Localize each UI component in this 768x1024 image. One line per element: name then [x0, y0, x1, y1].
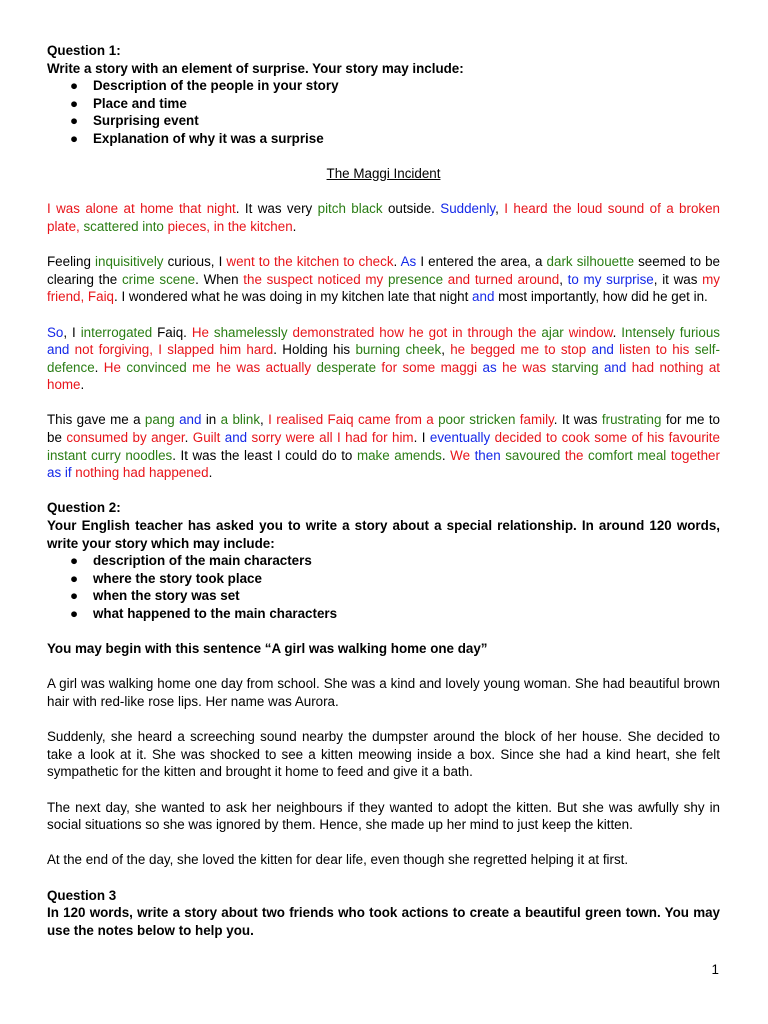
text-span: he begged me to stop: [450, 342, 587, 358]
list-item: ● Surprising event: [70, 113, 199, 129]
list-item: ● Place and time: [70, 95, 187, 111]
text-span: shamelessly: [213, 324, 288, 340]
list-item: ● Description of the people in your story: [70, 78, 339, 94]
text-span: burning cheek: [355, 342, 442, 358]
text-span: .: [441, 447, 451, 463]
text-span: ,: [495, 201, 505, 217]
text-span: pang: [144, 412, 175, 428]
text-span: We: [450, 447, 475, 463]
page-number: 1: [711, 962, 719, 977]
text-span: comfort meal: [588, 447, 667, 463]
text-span: listen to his: [619, 342, 695, 358]
text-span: He: [191, 324, 214, 340]
q2-bullet-list: [47, 552, 720, 622]
text-span: dark silhouette: [546, 254, 635, 270]
q1-prompt: Write a story with an element of surprise. Your story may include:: [47, 60, 464, 76]
text-span: , I: [63, 324, 81, 340]
q1-paragraph: [47, 411, 720, 481]
bullet-icon: ●: [70, 588, 79, 604]
text-span: pitch black: [317, 201, 383, 217]
text-span: . When: [195, 271, 244, 287]
text-span: curious, I: [163, 254, 227, 270]
text-span: decided to cook some of his favourite: [494, 430, 720, 446]
text-span: together: [666, 447, 720, 463]
bullet-icon: ●: [70, 113, 79, 129]
text-span: to my surprise: [567, 271, 654, 287]
text-span: eventually: [429, 430, 491, 446]
text-span: instant curry noodles: [47, 447, 173, 463]
text-span: and: [591, 342, 614, 358]
q1-paragraph: [47, 324, 720, 394]
story-title: The Maggi Incident: [326, 166, 441, 182]
text-span: demonstrated how he got in through the: [287, 324, 542, 340]
text-span: Suddenly: [440, 201, 496, 217]
text-span: the suspect noticed my: [243, 271, 388, 287]
text-span: ,: [441, 342, 451, 358]
text-span: and: [224, 430, 248, 446]
list-item: ● where the story took place: [70, 570, 262, 586]
text-span: make amends: [356, 447, 442, 463]
text-span: nothing had happened: [71, 465, 209, 481]
text-span: family: [515, 412, 554, 428]
text-span: . It was the least I could do to: [172, 447, 357, 463]
bullet-icon: ●: [70, 130, 79, 146]
text-span: poor stricken: [438, 412, 516, 428]
text-span: outside.: [382, 201, 441, 217]
text-span: He: [103, 359, 127, 375]
text-span: window: [563, 324, 613, 340]
text-span: sorry were all I had for him: [251, 430, 414, 446]
text-span: starving: [551, 359, 599, 375]
text-span: Faiq.: [152, 324, 192, 340]
text-span: desperate: [316, 359, 377, 375]
text-span: me he was actually: [186, 359, 317, 375]
q2-paragraph: At the end of the day, she loved the kitten for dear life, even though she regretted helping it at first.: [47, 852, 629, 868]
text-span: presence: [387, 271, 444, 287]
text-span: ,: [260, 412, 269, 428]
text-span: convinced: [126, 359, 187, 375]
list-item: ● Explanation of why it was a surprise: [70, 130, 324, 146]
text-span: interrogated: [80, 324, 153, 340]
q2-prompt: Your English teacher has asked you to write a story about a special relationship. In around 120 words, write your story which may include:: [47, 518, 720, 551]
q1-bullet-list: [47, 77, 720, 147]
text-span: . It was very: [235, 201, 318, 217]
text-span: not forgiving, I slapped him hard: [74, 342, 274, 358]
text-span: he was: [496, 359, 552, 375]
text-span: and: [47, 342, 70, 358]
q1-paragraph: [47, 253, 720, 306]
text-span: as if: [47, 465, 72, 481]
text-span: most importantly, how did he get in.: [494, 289, 708, 305]
text-span: I heard the loud sound of a broken plate,: [47, 201, 720, 234]
text-span: Intensely furious: [621, 324, 720, 340]
text-span: my friend, Faiq: [47, 271, 721, 305]
bullet-icon: ●: [70, 95, 79, 111]
text-span: .: [94, 359, 104, 375]
text-span: .: [612, 324, 622, 340]
text-span: Guilt: [192, 430, 221, 446]
q1-heading: Question 1:: [47, 43, 121, 58]
text-span: . Holding his: [273, 342, 356, 358]
q2-begin-with: You may begin with this sentence “A girl was walking home one day”: [47, 641, 488, 657]
text-span: . I: [413, 430, 430, 446]
q3-prompt: In 120 words, write a story about two friends who took actions to create a beautiful green town. You may use the notes below to help you.: [47, 905, 720, 938]
text-span: the: [560, 447, 589, 463]
text-span: and: [179, 412, 202, 428]
text-span: , it was: [653, 271, 703, 287]
text-span: in: [201, 412, 221, 428]
text-span: As: [400, 254, 417, 270]
list-item: ● what happened to the main characters: [70, 606, 338, 621]
text-span: This gave me a: [47, 412, 145, 428]
text-span: .: [208, 465, 213, 481]
text-span: . It was: [553, 412, 602, 428]
q2-paragraph: The next day, she wanted to ask her neighbours if they wanted to adopt the kitten. But she was awfully shy in social situations so she was ignored by them. Hence, she made up her mind to just keep the kitten.: [47, 799, 720, 833]
bullet-icon: ●: [70, 570, 79, 586]
q2-heading: Question 2:: [47, 500, 121, 516]
text-span: seemed to be clearing the: [47, 254, 721, 287]
bullet-icon: ●: [70, 78, 79, 94]
text-span: self-defence: [47, 342, 720, 375]
text-span: consumed by anger: [66, 430, 185, 446]
text-span: a blink: [220, 412, 261, 428]
text-span: then: [474, 447, 501, 463]
text-span: .: [184, 430, 193, 446]
text-span: and: [472, 289, 495, 305]
text-span: had nothing at home: [47, 359, 720, 393]
bullet-icon: ●: [70, 553, 79, 569]
text-span: . I wondered what he was doing in my kitchen late that night: [114, 289, 473, 305]
q2-paragraph: Suddenly, she heard a screeching sound nearby the dumpster around the block of her house. She decided to take a look at it. She was shocked to see a kitten meowing inside a box. Since she had a kind heart, she felt sympathetic for the kitten and brought it home to feed and give it a bath.: [47, 729, 720, 780]
text-span: Feeling: [47, 254, 96, 270]
q3-heading: Question 3: [47, 887, 117, 903]
text-span: and turned around: [443, 271, 560, 287]
text-span: and: [603, 359, 627, 375]
text-span: I entered the area, a: [416, 254, 547, 270]
text-span: savoured: [505, 447, 561, 463]
text-span: inquisitively: [95, 254, 164, 270]
text-span: for me to be: [47, 412, 720, 446]
q2-paragraph: A girl was walking home one day from school. She was a kind and lovely young woman. She had beautiful brown hair with red-like rose lips. Her name was Aurora.: [47, 676, 720, 709]
text-span: went to the kitchen to check: [226, 254, 394, 270]
document-page: [47, 42, 720, 939]
text-span: .: [292, 218, 297, 234]
text-span: .: [393, 254, 401, 270]
text-span: I realised Faiq came from a: [268, 412, 439, 428]
text-span: .: [80, 377, 85, 393]
text-span: So: [47, 324, 64, 340]
text-span: scattered into: [83, 218, 164, 234]
text-span: ,: [559, 271, 568, 287]
bullet-icon: ●: [70, 606, 79, 621]
text-span: ajar: [541, 324, 564, 340]
text-span: for some maggi: [376, 359, 483, 375]
text-span: pieces, in the kitchen: [163, 218, 293, 234]
list-item: ● when the story was set: [70, 588, 240, 604]
text-span: crime scene: [121, 271, 196, 287]
text-span: I was alone at home that night: [47, 201, 236, 217]
q1-paragraph: [47, 200, 720, 235]
text-span: as: [482, 359, 497, 375]
text-span: frustrating: [601, 412, 662, 428]
list-item: ● description of the main characters: [70, 553, 312, 569]
